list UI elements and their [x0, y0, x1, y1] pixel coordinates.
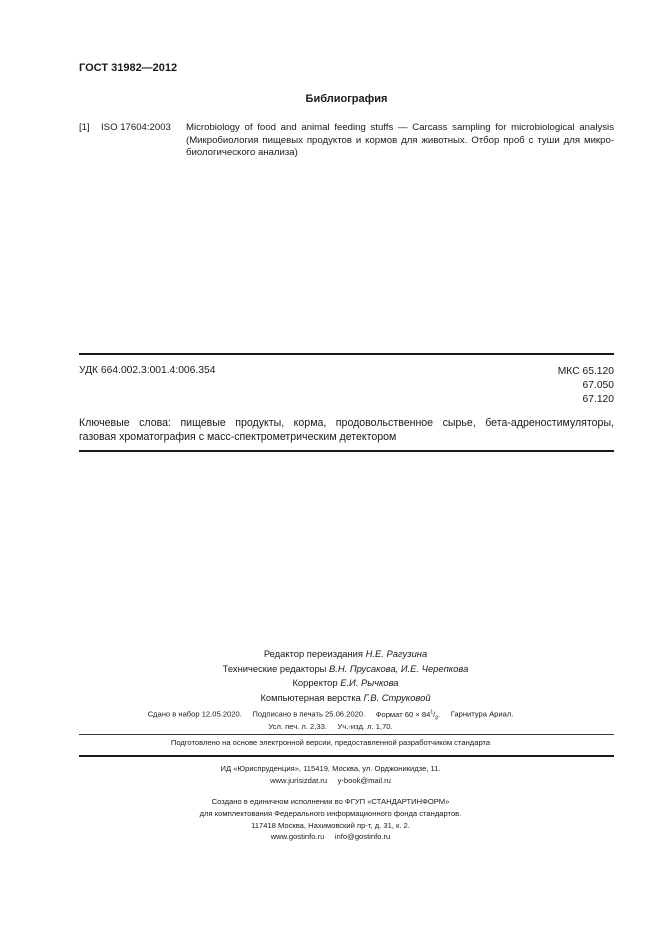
bibliography-entry-line: биологического анализа) — [186, 147, 298, 158]
staff-role: Компьютерная верстка — [260, 691, 361, 703]
producer-line-2: для комплектования Федерального информационного фонда стандартов. — [199, 809, 462, 818]
mks-code: 67.120 — [582, 394, 614, 405]
bibliography-title — [0, 93, 661, 105]
keywords-line: газовая хроматография с масс-спектрометрическим детектором — [79, 431, 397, 443]
keywords-line: Ключевые слова: пищевые продукты, корма, продовольственное сырье, бета-адреностимуляторы, — [79, 417, 614, 429]
imprint-line-2 — [0, 722, 661, 731]
publisher-divider — [79, 755, 614, 757]
mks-code: 67.050 — [582, 380, 614, 391]
staff-role: Редактор переиздания — [263, 648, 363, 659]
mks-code: МКС 65.120 — [557, 366, 614, 377]
imprint-publish-sheets: Уч.-изд. л. 1,70. — [337, 722, 393, 731]
staff-name: Г.В. Струковой — [363, 691, 431, 703]
bibliography-entry-line: (Микробиология пищевых продуктов и кормов для животных. Отбор проб с туши для микро- — [186, 134, 614, 146]
staff-line — [15, 691, 661, 706]
producer-site-link[interactable]: www.gostinfo.ru — [270, 832, 325, 841]
divider-bottom — [79, 450, 614, 452]
imprint-format-den: 8 — [435, 715, 439, 722]
publisher-site-link[interactable]: www.jurisizdat.ru — [270, 776, 328, 785]
producer-contacts — [0, 832, 661, 841]
publisher-address: ИД «Юриспруденция», 115419, Москва, ул. Орджоникидзе, 11. — [220, 764, 441, 773]
staff-line — [15, 647, 661, 662]
imprint-typeface: Гарнитура Ариал. — [450, 709, 514, 719]
staff-line — [15, 676, 661, 691]
imprint-print-sheets: Усл. печ. л. 2,33. — [268, 722, 327, 731]
producer-email-link[interactable]: info@gostinfo.ru — [334, 832, 391, 841]
staff-name: Н.Е. Рагузина — [365, 648, 428, 659]
divider-top — [79, 353, 614, 355]
imprint-line-1 — [0, 709, 661, 721]
staff-line — [15, 662, 661, 677]
udc-code: УДК 664.002.3:001.4:006.354 — [79, 365, 216, 376]
staff-role: Корректор — [292, 677, 338, 688]
imprint-format: Формат $60 \times 84^1/_8$. — [375, 709, 441, 722]
producer-line-1: Создано в единичном исполнении во ФГУП «СТАНДАРТИНФОРМ» — [211, 797, 450, 806]
bibliography-title-text: Библиография — [305, 93, 388, 105]
imprint-note: Подготовлено на основе электронной версии, предоставленной разработчиком стандарта — [170, 738, 491, 747]
bibliography-entry-text — [186, 122, 614, 160]
publisher-email-link[interactable]: y-book@mail.ru — [337, 776, 391, 785]
imprint-format-num: 1 — [430, 709, 434, 715]
producer-address: 117418 Москва, Нахимовский пр-т, д. 31, к. 2. — [251, 821, 410, 830]
mks-codes — [558, 365, 614, 407]
bibliography-entry-line: Microbiology of food and animal feeding stuffs — Carcass sampling for microbiological analysis — [186, 122, 614, 133]
imprint-typeset-date: Сдано в набор 12.05.2020. — [147, 709, 242, 719]
publisher-contacts — [0, 776, 661, 785]
keywords — [79, 416, 614, 444]
bibliography-entry-reference: ISO 17604:2003 — [101, 122, 171, 133]
staff-name: Е.И. Рычкова — [340, 677, 399, 688]
staff-role: Технические редакторы — [222, 662, 327, 674]
bibliography-entry-number: [1] — [79, 122, 90, 133]
imprint-print-date: Подписано в печать 25.06.2020. — [252, 709, 366, 719]
staff-credits — [0, 647, 661, 705]
imprint-format-text: Формат 60 × 84 — [375, 709, 431, 719]
document-code: ГОСТ 31982—2012 — [79, 62, 178, 74]
staff-name: В.Н. Прусакова, И.Е. Черепкова — [329, 662, 469, 674]
imprint-divider — [79, 734, 614, 735]
